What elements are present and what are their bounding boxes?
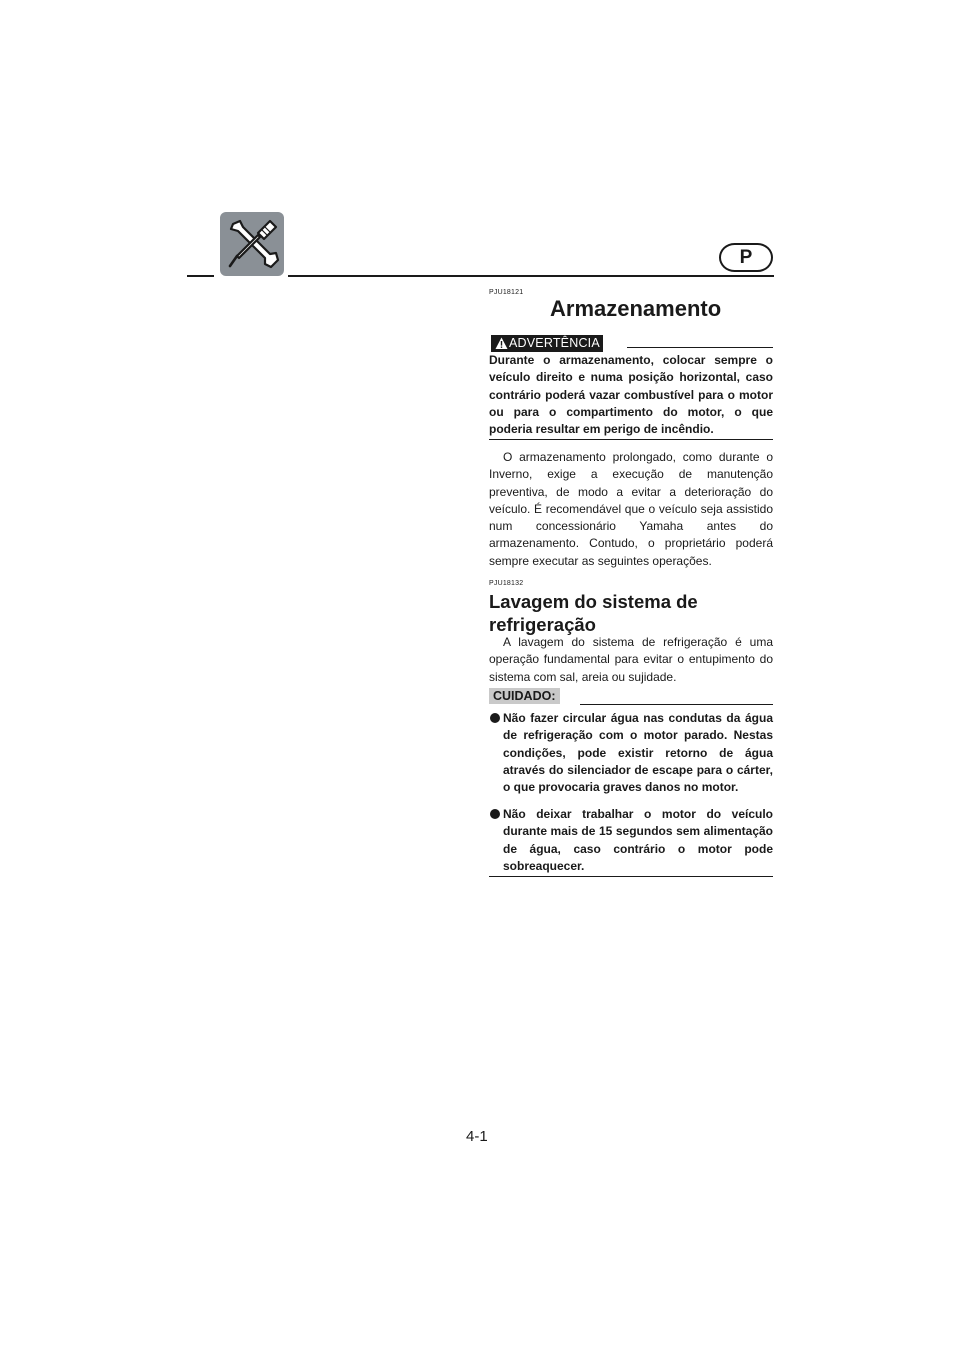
tools-icon — [220, 212, 284, 276]
warning-rule-top — [627, 347, 773, 348]
header-rule-right — [288, 275, 774, 277]
warning-triangle-icon — [495, 337, 508, 350]
caution-rule-bottom — [489, 876, 773, 877]
section-heading-line2: refrigeração — [489, 614, 596, 635]
warning-label-text: ADVERTÊNCIA — [509, 336, 600, 350]
caution-label: CUIDADO: — [489, 688, 560, 704]
page-number: 4-1 — [466, 1128, 488, 1145]
caution-item — [489, 710, 773, 796]
caution-item — [489, 806, 773, 875]
caution-item-text: Não deixar trabalhar o motor do veículo durante mais de 15 segundos sem alimentação de água, caso contrário o motor pode sobreaquecer. — [503, 807, 773, 873]
caution-rule-top — [580, 704, 773, 705]
header-rule-left — [187, 275, 214, 277]
section-code: PJU18121 — [489, 289, 524, 296]
storage-body: O armazenamento prolongado, como durante o Inverno, exige a execução de manutenção preventiva, de modo a evitar a deterioração do veículo. É recomendável que o veículo seja assistido num concessionário Yamaha antes do armazenamento. Contudo, o proprietário poderá sempre executar as seguintes operações. — [489, 450, 773, 568]
warning-text: Durante o armazenamento, colocar sempre o veículo direito e numa posição horizontal, caso contrário poderá vazar combustível para o motor ou para o compartimento do motor, o que poderia resultar em perigo de incêndio. — [489, 353, 773, 437]
section-code-flush: PJU18132 — [489, 580, 524, 587]
bullet-icon — [490, 713, 500, 723]
caution-item-text: Não fazer circular água nas condutas da água de refrigeração com o motor parado. Nestas condições, pode existir retorno de água através do silenciador de escape para o cárter, o que provocaria graves danos no motor. — [503, 711, 773, 795]
flush-body: A lavagem do sistema de refrigeração é uma operação fundamental para evitar o entupimento do sistema com sal, areia ou sujidade. — [489, 635, 773, 684]
page-title: Armazenamento — [550, 296, 722, 321]
warning-label — [491, 335, 603, 352]
warning-rule-bottom — [489, 439, 773, 440]
section-heading-line1: Lavagem do sistema de — [489, 591, 698, 612]
language-badge: P — [719, 243, 773, 272]
bullet-icon — [490, 809, 500, 819]
